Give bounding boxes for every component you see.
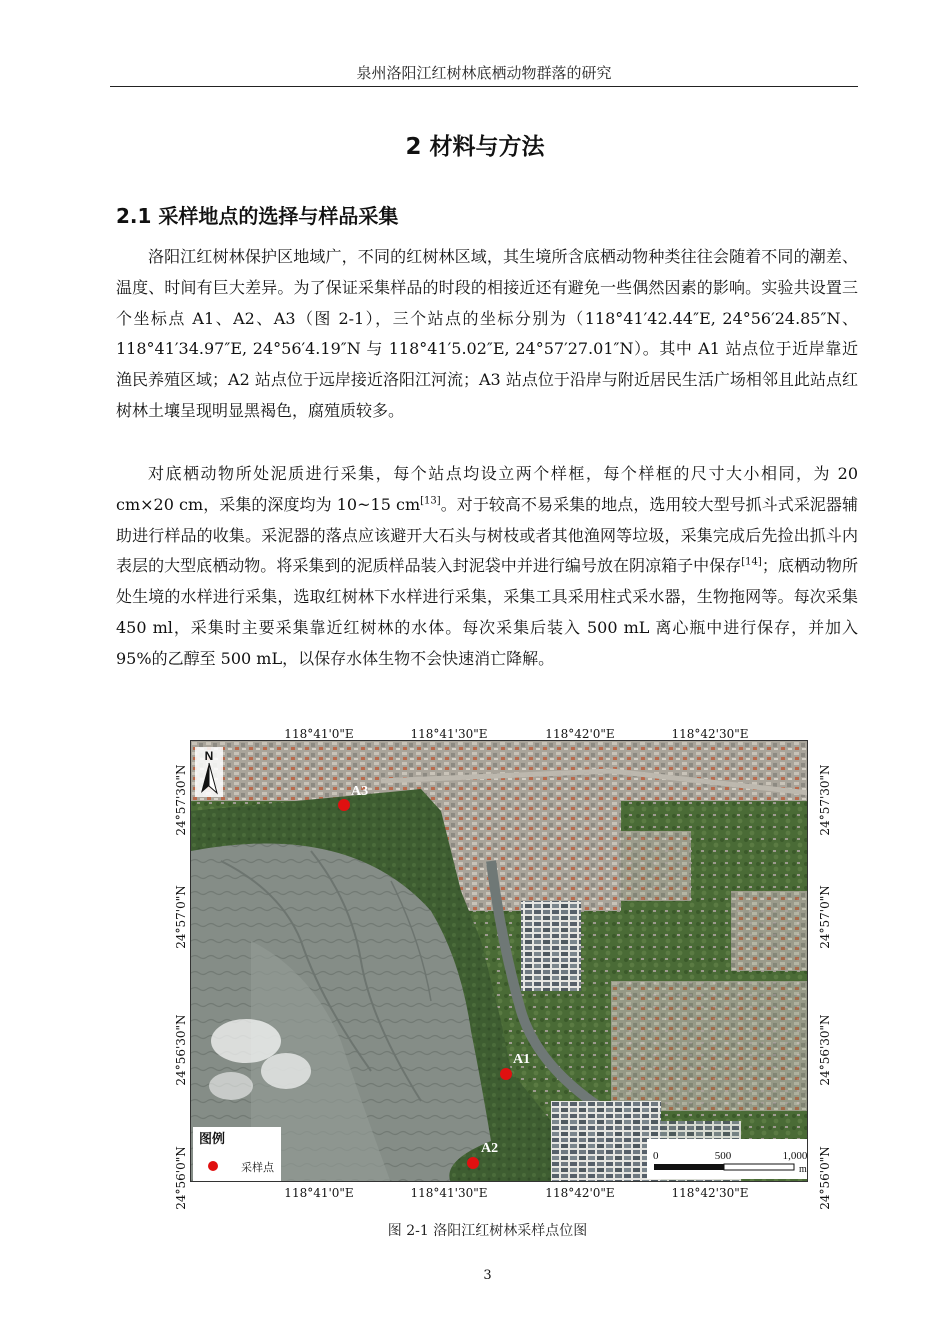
legend-marker bbox=[208, 1161, 218, 1171]
scale-bar bbox=[647, 1139, 808, 1179]
lon-label-top-4: 118°42'30"E bbox=[671, 727, 749, 741]
station-marker-a2 bbox=[467, 1157, 479, 1169]
section-title: 2.1 采样地点的选择与样品采集 bbox=[116, 204, 399, 228]
lat-label-right-1: 24°57'30"N bbox=[818, 764, 832, 836]
lon-label-bottom-1: 118°41'0"E bbox=[284, 1186, 354, 1200]
paragraph-1 bbox=[116, 242, 858, 427]
paragraph-1-text: 洛阳江红树林保护区地域广，不同的红树林区域，其生境所含底栖动物种类往往会随着不同的潮差、温度、时间有巨大差异。为了保证采集样品的时段的相接近还有避免一些偶然因素的影响。实验共设置三个坐标点 A1、A2、A3（图 2-1），三个站点的坐标分别为（118°41′42.44″E, 24°56′24.85″N、118°41′34.97″E, 24°56′4.19″N 与 118°41′5.02″E, 24°57′27.01″N）。其中 A1 站点位于近岸靠近渔民养殖区域；A2 站点位于远岸接近洛阳江河流；A3 站点位于沿岸与附近居民生活广场相邻且此站点红树林土壤呈现明显黑褐色，腐殖质较多。 bbox=[116, 247, 858, 420]
lon-label-bottom-3: 118°42'0"E bbox=[545, 1186, 615, 1200]
map-legend bbox=[193, 1127, 281, 1181]
citation-14: [14] bbox=[741, 557, 762, 569]
lat-label-left-1: 24°57'30"N bbox=[174, 764, 188, 836]
lat-label-left-2: 24°57'0"N bbox=[174, 885, 188, 949]
north-label: N bbox=[204, 749, 214, 763]
station-label-a1: A1 bbox=[513, 1052, 531, 1067]
lat-label-right-3: 24°56'30"N bbox=[818, 1014, 832, 1086]
lat-label-left-4: 24°56'0"N bbox=[174, 1146, 188, 1210]
station-label-a3: A3 bbox=[351, 784, 369, 799]
paragraph-2-part-a: 对底栖动物所处泥质进行采集，每个站点均设立两个样框，每个样框的尺寸大小相同，为 20 cm×20 cm，采集的深度均为 10~15 cm bbox=[116, 464, 858, 514]
lat-label-right-4: 24°56'0"N bbox=[818, 1146, 832, 1210]
map-frame bbox=[190, 740, 808, 1182]
paragraph-2-part-c: ；底栖动物所处生境的水样进行采集，选取红树林下水样进行采集，采集工具采用柱式采水器，生物拖网等。每次采集 450 ml，采集时主要采集靠近红树林的水体。每次采集后装入 500 mL 离心瓶中进行保存，并加入 95%的乙醇至 500 mL，以保存水体生物不会快速消亡降解。 bbox=[116, 556, 858, 668]
citation-13: [13] bbox=[420, 495, 441, 507]
satellite-map bbox=[191, 741, 808, 1182]
lon-label-top-2: 118°41'30"E bbox=[410, 727, 488, 741]
scale-unit: m bbox=[799, 1164, 807, 1175]
figure-caption: 图 2-1 洛阳江红树林采样点位图 bbox=[387, 1223, 588, 1239]
lat-label-right-2: 24°57'0"N bbox=[818, 885, 832, 949]
scale-tick-1000: 1,000 bbox=[782, 1150, 808, 1162]
running-header: 泉州洛阳江红树林底栖动物群落的研究 bbox=[356, 64, 612, 82]
lon-label-bottom-4: 118°42'30"E bbox=[671, 1186, 749, 1200]
station-label-a2: A2 bbox=[481, 1141, 499, 1156]
legend-title: 图例 bbox=[199, 1132, 226, 1147]
lon-label-top-1: 118°41'0"E bbox=[284, 727, 354, 741]
station-marker-a1 bbox=[500, 1068, 512, 1080]
north-arrow-icon bbox=[195, 747, 223, 797]
lon-label-bottom-2: 118°41'30"E bbox=[410, 1186, 488, 1200]
header-rule bbox=[110, 86, 858, 87]
lon-label-top-3: 118°42'0"E bbox=[545, 727, 615, 741]
map-image bbox=[190, 740, 808, 1182]
paragraph-2-text bbox=[116, 459, 858, 675]
scale-tick-0: 0 bbox=[653, 1150, 659, 1162]
paragraph-2 bbox=[116, 459, 858, 675]
legend-item: 采样点 bbox=[241, 1161, 274, 1174]
lat-label-left-3: 24°56'30"N bbox=[174, 1014, 188, 1086]
paragraph-2-part-b: 。对于较高不易采集的地点，选用较大型号抓斗式采泥器辅助进行样品的收集。采泥器的落点应该避开大石头与树枝或者其他渔网等垃圾，采集完成后先捡出抓斗内表层的大型底栖动物。将采集到的泥质样品装入封泥袋中并进行编号放在阴凉箱子中保存 bbox=[116, 494, 858, 576]
station-marker-a3 bbox=[338, 799, 350, 811]
scale-tick-500: 500 bbox=[714, 1150, 732, 1162]
page-number: 3 bbox=[483, 1268, 492, 1283]
chapter-title: 2 材料与方法 bbox=[405, 134, 545, 160]
